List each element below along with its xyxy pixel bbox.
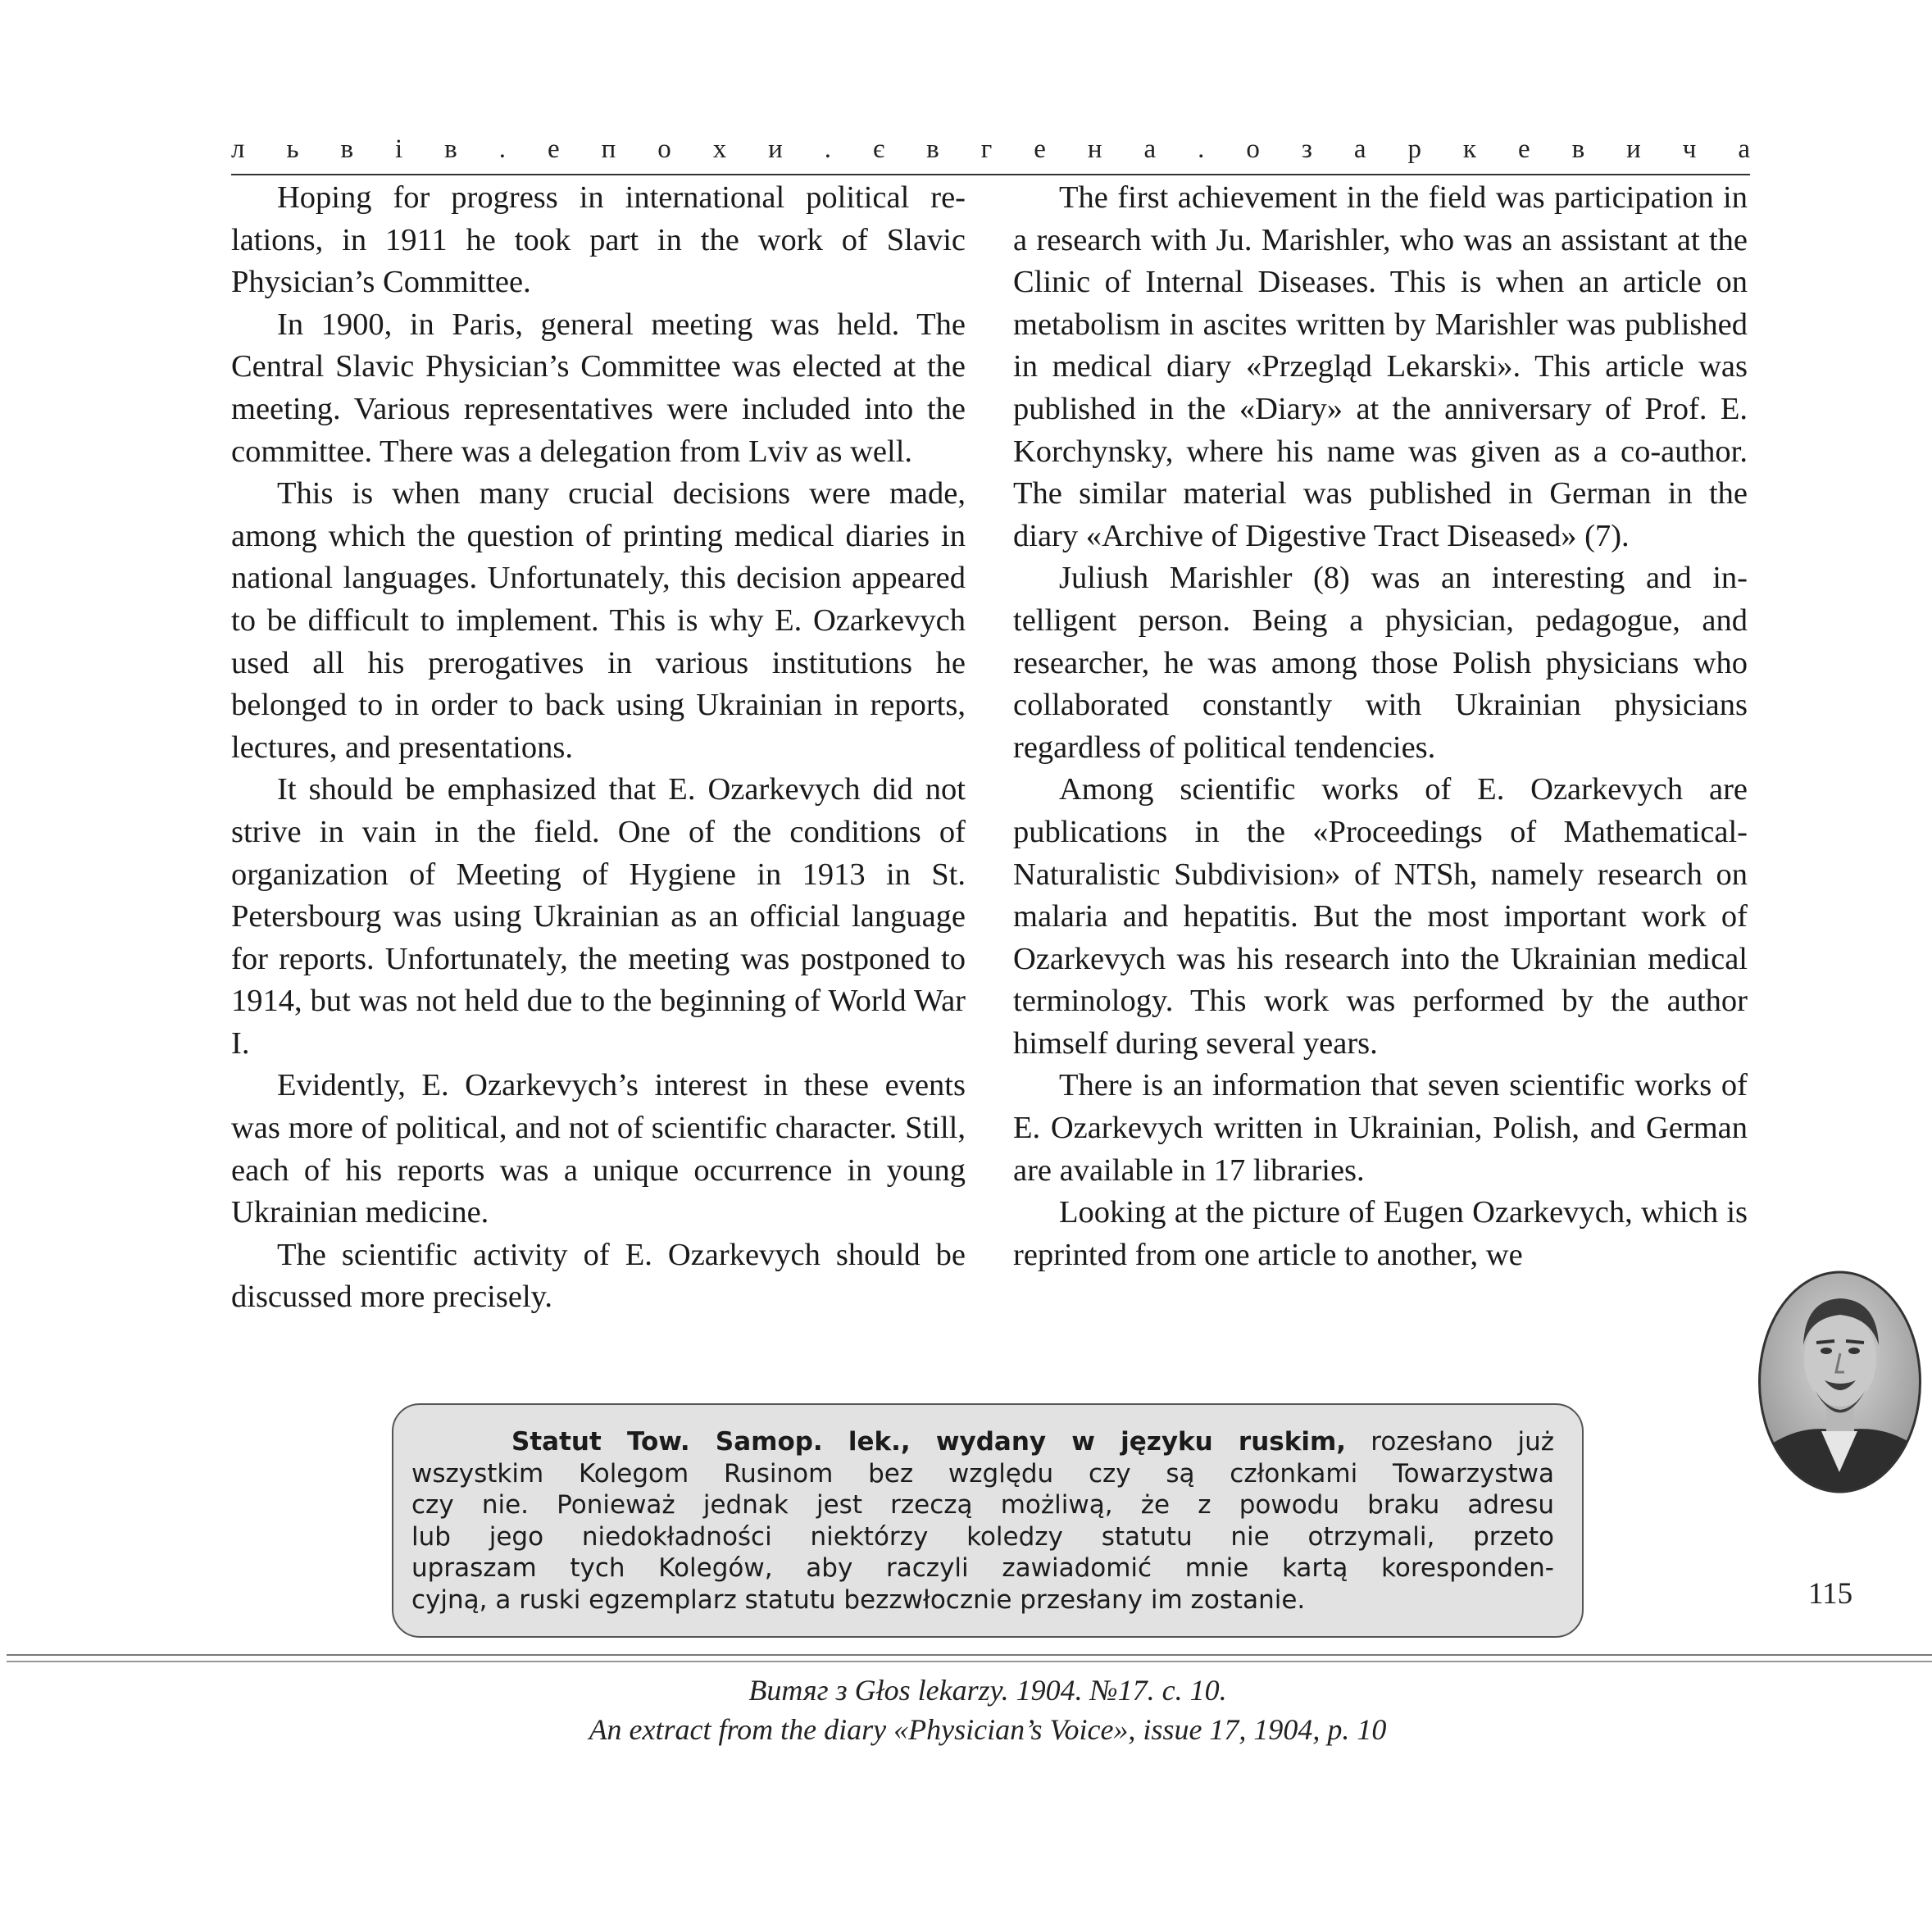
- running-head-letter: є: [873, 134, 885, 164]
- newspaper-clipping: [392, 1403, 1584, 1638]
- clipping-line: upraszam tych Kolegów, aby raczyli zawiadomić mnie kartą koresponden-: [411, 1553, 1554, 1583]
- clipping-line: wszystkim Kolegom Rusinom bez względu czy są członkami Towarzystwa: [411, 1458, 1554, 1489]
- running-head-letter: в: [444, 134, 457, 164]
- running-head-letter: х: [712, 134, 727, 164]
- paragraph: Juliush Marishler (8) was an interesting and intelligent person. Being a physician, pedagogue, and researcher, he was among those Polish physicians who collaborated constantly with Ukrainian physicians regardless of political tendencies.: [1013, 561, 1748, 765]
- running-head-letter: в: [340, 134, 354, 164]
- running-head-letter: .: [498, 134, 506, 164]
- running-head: [231, 131, 1750, 167]
- running-head-letter: ь: [286, 134, 299, 164]
- running-head-letter: и: [1626, 134, 1641, 164]
- running-head-letter: в: [926, 134, 939, 164]
- clipping-line: [411, 1426, 1554, 1458]
- running-head-letter: н: [1087, 134, 1102, 164]
- running-head-letter: а: [1143, 134, 1157, 164]
- clipping-text: rozesłano już: [1346, 1427, 1554, 1457]
- figure-caption-ukrainian: Витяг з Głos lekarzy. 1904. №17. с. 10.: [748, 1674, 1227, 1707]
- running-head-letter: е: [1034, 134, 1046, 164]
- paragraph: Looking at the picture of Eugen Ozarkevych, which is reprinted from one article to another, we: [1013, 1195, 1748, 1272]
- running-head-letter: з: [1301, 134, 1312, 164]
- running-head-letter: .: [824, 134, 832, 164]
- left-column: [231, 177, 966, 1319]
- paragraph: The scientific activity of E. Ozarkevych should be discussed more precisely.: [231, 1237, 966, 1315]
- right-column: [1013, 177, 1748, 1276]
- running-head-letter: а: [1353, 134, 1366, 164]
- paragraph: The first achievement in the field was participation in a research with Ju. Marishler, who was an assistant at the Clinic of Internal Diseases. This is when an article on metabolism in ascites written by Marishler was published in medical diary «Przegląd Lekarski». This article was published in the «Diary» at the anniversary of Prof. E. Korchynsky, where his name was given as a co-author. The similar material was published in German in the diary «Archive of Digestive Tract Diseased» (7).: [1013, 180, 1748, 553]
- running-head-letter: о: [1246, 134, 1260, 164]
- clipping-line: lub jego niedokładności niektórzy koledzy statutu nie otrzymali, przeto: [411, 1521, 1554, 1552]
- footer-rule: [7, 1661, 1932, 1662]
- figure-caption-english: An extract from the diary «Physician’s Voice», issue 17, 1904, p. 10: [589, 1713, 1387, 1746]
- header-rule: [231, 174, 1750, 175]
- running-head-letter: е: [547, 134, 560, 164]
- portrait-photo: [1756, 1267, 1924, 1497]
- running-head-letter: і: [395, 134, 403, 164]
- running-head-letter: п: [601, 134, 616, 164]
- clipping-line: czy nie. Ponieważ jednak jest rzeczą możliwą, że z powodu braku adresu: [411, 1490, 1554, 1520]
- running-head-letter: л: [231, 134, 245, 164]
- running-head-letter: р: [1407, 134, 1421, 164]
- clipping-line: cyjną, a ruski egzemplarz statutu bezzwłocznie przesłany im zostanie.: [411, 1584, 1306, 1615]
- running-head-letter: .: [1198, 134, 1205, 164]
- paragraph: This is when many crucial decisions were made, among which the question of printing medical diaries in national languages. Unfortunately, this decision appeared to be difficult to implement. This is why E. Ozarkevych used all his prerogatives in various institutions he belonged to in order to back using Ukrainian in reports, lectures, and presentations.: [231, 476, 966, 765]
- running-head-letter: в: [1571, 134, 1585, 164]
- paragraph: In 1900, in Paris, general meeting was held. The Central Slavic Physician’s Committee was elected at the meeting. Various representatives were included into the committee. There was a delegation from Lviv as well.: [231, 307, 966, 469]
- footer-rule: [7, 1654, 1932, 1656]
- running-head-letter: о: [657, 134, 671, 164]
- paragraph: Among scientific works of E. Ozarkevych are publications in the «Proceedings of Mathematical-Naturalistic Subdivision» of NTSh, namely research on malaria and hepatitis. But the most important work of Ozarkevych was his research into the Ukrainian medical terminology. This work was performed by the author himself during several years.: [1013, 772, 1748, 1061]
- paragraph: Hoping for progress in international political relations, in 1911 he took part in the work of Slavic Physician’s Committee.: [231, 180, 966, 300]
- paragraph: It should be emphasized that E. Ozarkevych did not strive in vain in the field. One of the conditions of organization of Meeting of Hygiene in 1913 in St. Petersbourg was using Ukrainian as an official language for reports. Unfortunately, the meeting was postponed to 1914, but was not held due to the beginning of World War I.: [231, 772, 966, 1061]
- running-head-letter: к: [1462, 134, 1476, 164]
- paragraph: There is an information that seven scientific works of E. Ozarkevych written in Ukrainian, Polish, and German are available in 17 libraries.: [1013, 1068, 1748, 1188]
- running-head-letter: г: [980, 134, 993, 164]
- running-head-letter: е: [1517, 134, 1530, 164]
- running-head-letter: ч: [1682, 134, 1697, 164]
- paragraph: Evidently, E. Ozarkevych’s interest in these events was more of political, and not of scientific character. Still, each of his reports was a unique occurrence in young Ukrainian medicine.: [231, 1068, 966, 1230]
- page-number: 115: [1808, 1577, 1853, 1611]
- running-head-letter: а: [1738, 134, 1750, 164]
- clipping-bold-lead: Statut Tow. Samop. lek., wydany w języku ruskim,: [511, 1427, 1347, 1457]
- running-head-letter: и: [768, 134, 783, 164]
